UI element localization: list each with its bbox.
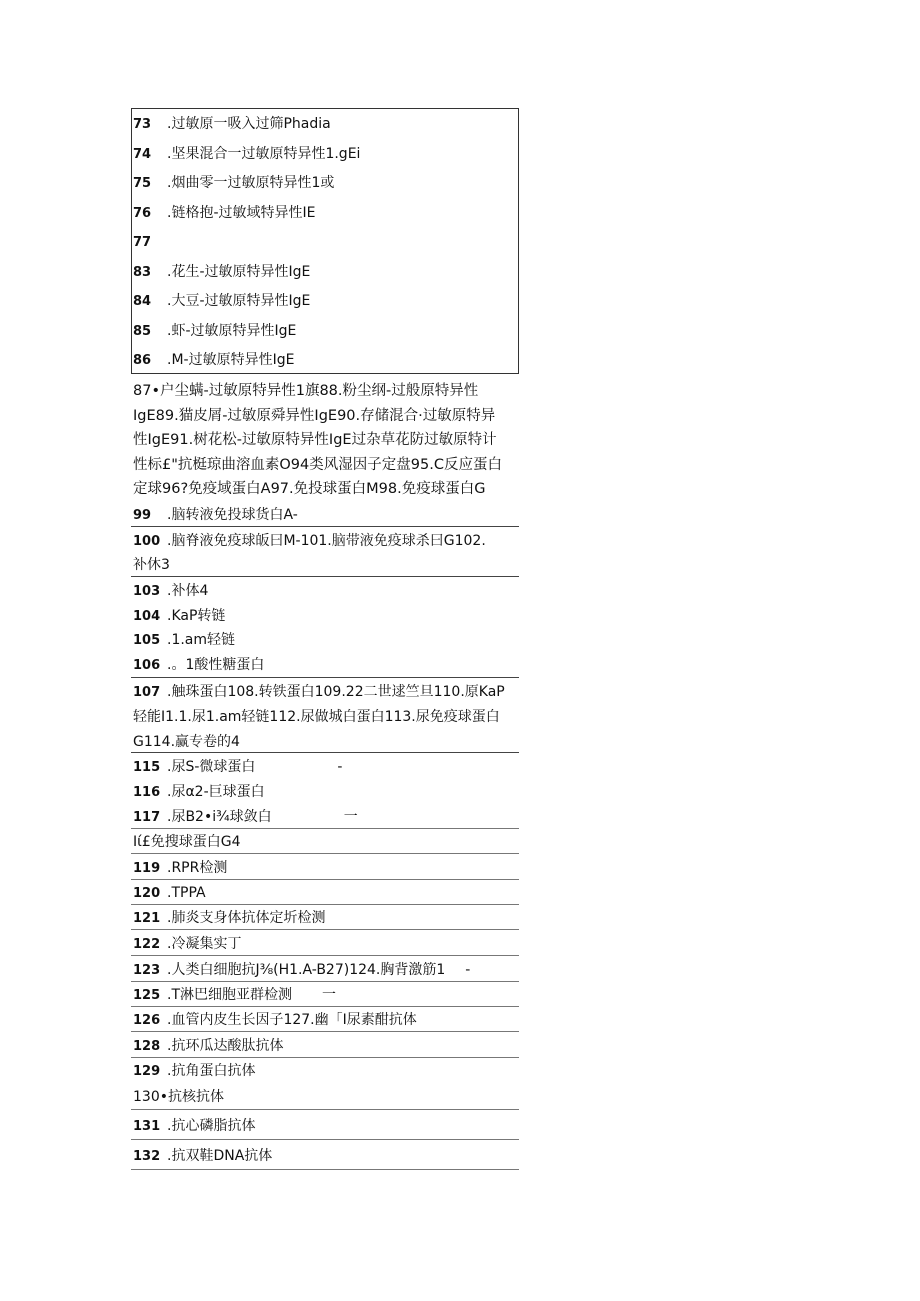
list-item — [133, 830, 241, 854]
item-text: .1.am轻链 — [167, 632, 236, 648]
item-text: .花生-过敏原特异性IgE — [167, 264, 311, 280]
divider — [131, 828, 519, 829]
item-text: .过敏原一吸入过筛Phadia — [167, 116, 331, 132]
item-text: .补体4 — [167, 583, 209, 599]
list-item — [133, 705, 500, 729]
item-number: 116 — [133, 785, 161, 800]
item-number: 83 — [133, 265, 152, 280]
list-item — [133, 260, 310, 284]
paragraph-line: 定球96?免疫域蛋白A97.免投球蛋白M98.免疫球蛋白G — [133, 481, 486, 497]
item-number: 74 — [133, 147, 152, 162]
item-number: 131 — [133, 1119, 161, 1134]
item-number: 99 — [133, 508, 152, 523]
item-text: .脑脊液免疫球皈曰M-101.脑带液免疫球杀曰G102. — [167, 533, 486, 549]
item-number: 119 — [133, 861, 161, 876]
item-text: .KaP转链 — [167, 608, 226, 624]
list-item — [133, 1085, 224, 1109]
item-number: 123 — [133, 963, 161, 978]
list-item — [133, 503, 298, 527]
item-text: .尿B2•i¾球敛白 — [167, 809, 272, 825]
item-number: 120 — [133, 886, 161, 901]
list-item — [133, 805, 358, 829]
list-item — [133, 932, 241, 956]
divider — [131, 955, 519, 956]
item-number: 121 — [133, 911, 161, 926]
list-item — [133, 856, 227, 880]
divider — [131, 879, 519, 880]
item-number: 126 — [133, 1013, 161, 1028]
item-trailing-mark: - — [337, 759, 343, 775]
list-item — [133, 906, 325, 930]
paragraph-line: IgE89.猫皮屑-过敏原舜异性IgE90.存储混合·过敏原特异 — [133, 407, 496, 424]
list-item — [133, 730, 240, 754]
item-number: 77 — [133, 235, 152, 250]
list-item — [133, 171, 334, 195]
list-item — [133, 1034, 283, 1058]
item-number: 86 — [133, 353, 152, 368]
list-item — [133, 680, 505, 704]
item-text: .T淋巴细胞亚群检测 — [167, 987, 293, 1003]
item-number: 103 — [133, 584, 161, 599]
divider — [131, 1057, 519, 1058]
item-text: .抗双鞋DNA抗体 — [167, 1148, 273, 1164]
item-text: .抗心磷脂抗体 — [167, 1118, 256, 1134]
list-item — [133, 628, 235, 652]
item-number: 84 — [133, 294, 152, 309]
item-text: .虾-过敏原特异性IgE — [167, 323, 297, 339]
item-text: G114.赢专卷的4 — [133, 734, 240, 750]
item-number: 107 — [133, 685, 161, 700]
list-item — [133, 319, 296, 343]
list-item — [133, 653, 264, 677]
divider — [131, 929, 519, 930]
list-item — [133, 201, 315, 225]
item-text: .M-过敏原特异性IgE — [167, 352, 295, 368]
paragraph-line: 性标£"抗梃琼曲溶血素O94类风湿因子定盘95.C反应蛋白 — [133, 456, 502, 473]
list-item — [133, 1008, 417, 1032]
divider — [131, 853, 519, 854]
item-number: 122 — [133, 937, 161, 952]
item-number: 73 — [133, 117, 152, 132]
item-text: .脑转液免投球货白A- — [167, 507, 298, 523]
divider — [131, 526, 519, 527]
item-text: .链格抱-过敏域特异性IE — [167, 205, 316, 221]
item-trailing-mark: 一 — [343, 809, 358, 825]
divider — [131, 1006, 519, 1007]
item-number: 132 — [133, 1149, 161, 1164]
item-number: 117 — [133, 810, 161, 825]
item-number: 104 — [133, 609, 161, 624]
item-number: 85 — [133, 324, 152, 339]
item-number: 100 — [133, 534, 161, 549]
paragraph-line: 87•户尘螨-过敏原特异性1旗88.粉尘纲-过般原特异性 — [133, 383, 479, 399]
item-number: 105 — [133, 633, 161, 648]
item-number: 106 — [133, 658, 161, 673]
divider — [131, 752, 519, 753]
divider — [131, 576, 519, 577]
item-text: .人类白细胞抗J⅜(H1.A-B27)124.胸背激筋1 — [167, 962, 446, 978]
item-text: .大豆-过敏原特异性IgE — [167, 293, 311, 309]
divider — [131, 1031, 519, 1032]
item-text: .血管内皮生长因子127.幽「I尿素酣抗体 — [167, 1012, 417, 1028]
item-text: 轻能I1.1.尿1.am轻链112.尿做城白蛋白113.尿免疫球蛋白 — [133, 709, 500, 725]
item-text: .烟曲零一过敏原特异性1或 — [167, 175, 335, 191]
list-item — [133, 1144, 272, 1168]
item-text: .抗环瓜达酸肽抗体 — [167, 1038, 284, 1054]
item-text: 补休3 — [133, 557, 170, 573]
item-text: .冷凝集实丁 — [167, 936, 242, 952]
list-item — [133, 553, 170, 577]
item-text: .。1酸性糖蛋白 — [167, 657, 265, 673]
divider — [131, 981, 519, 982]
item-trailing-mark: - — [465, 962, 471, 978]
item-trailing-mark: 一 — [322, 987, 337, 1003]
item-number: 76 — [133, 206, 152, 221]
list-item — [133, 983, 336, 1007]
item-text: .尿α2-巨球蛋白 — [167, 784, 265, 800]
divider — [131, 1169, 519, 1170]
item-text: .RPR检测 — [167, 860, 228, 876]
divider — [131, 677, 519, 678]
list-item — [133, 1059, 255, 1083]
divider — [131, 904, 519, 905]
list-item — [133, 1114, 255, 1138]
item-text: 130•抗核抗体 — [133, 1089, 224, 1105]
item-text: .抗角蛋白抗体 — [167, 1063, 256, 1079]
item-text: .坚果混合一过敏原特异性1.gEi — [167, 146, 361, 162]
item-text: Iί£免搜球蛋白G4 — [133, 834, 241, 850]
list-item — [133, 780, 265, 804]
item-text: .尿S-微球蛋白 — [167, 759, 256, 775]
item-text: .触珠蛋白108.转铁蛋白109.22二世逑竺旦110.原KaP — [167, 684, 505, 700]
item-text: .TPPA — [167, 885, 206, 901]
list-item — [133, 529, 486, 553]
list-item — [133, 112, 331, 136]
list-item — [133, 348, 294, 372]
list-item — [133, 230, 167, 254]
list-item — [133, 142, 360, 166]
item-number: 125 — [133, 988, 161, 1003]
item-text: .肺炎支身体抗体定圻检测 — [167, 910, 326, 926]
divider — [131, 1109, 519, 1110]
item-number: 75 — [133, 176, 152, 191]
item-number: 128 — [133, 1039, 161, 1054]
list-item — [133, 755, 342, 779]
list-item — [133, 289, 310, 313]
paragraph-line: 性IgE91.树花松-过敏原特异性IgE过杂草花防过敏原特计 — [133, 432, 497, 448]
item-number: 115 — [133, 760, 161, 775]
list-item — [133, 881, 206, 905]
list-item — [133, 958, 470, 982]
list-item — [133, 579, 208, 603]
divider — [131, 1139, 519, 1140]
paragraph-87-98 — [133, 379, 521, 502]
list-item — [133, 604, 225, 628]
item-number: 129 — [133, 1064, 161, 1079]
